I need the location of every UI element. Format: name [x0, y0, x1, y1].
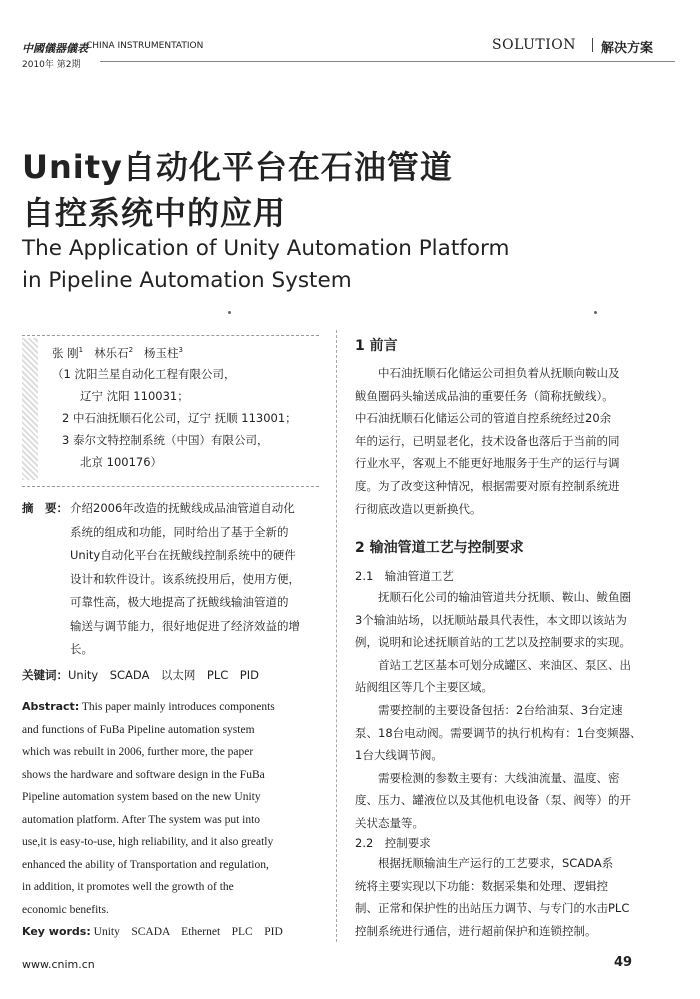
subsection-2-1-body — [355, 586, 675, 835]
abstract-en-line: which was rebuilt in 2006, further more, the paper — [22, 746, 254, 758]
keywords-cn-text: Unity SCADA 以太网 PLC PID — [68, 668, 259, 682]
abstract-cn-line: Unity自动化平台在抚鲅线控制系统中的硬件 — [70, 548, 296, 562]
body-line: 泵、18台电动阀。需要调节的执行机构有：1台变频器、 — [355, 725, 642, 740]
footer-url[interactable]: www.cnim.cn — [22, 958, 95, 971]
body-line: 1台大线调节阀。 — [355, 748, 443, 763]
body-line: 中石油抚顺石化储运公司担负着从抚顺向鞍山及 — [355, 366, 620, 380]
body-line: 制、正常和保护性的出站压力调节、与专门的水击PLC — [355, 901, 630, 916]
body-line: 3个输油站场，以抚顺站最具代表性，本文即以该站为 — [355, 612, 627, 627]
abstract-en — [22, 696, 316, 944]
keywords-en-text: Unity SCADA Ethernet PLC PID — [90, 926, 283, 938]
keywords-en-label: Key words: — [22, 925, 91, 938]
abstract-en-line: economic benefits. — [22, 903, 109, 916]
journal-logo: 中國儀器儀表 — [22, 42, 88, 55]
title-cn-line1: Unity自动化平台在石油管道 — [22, 148, 453, 186]
body-line: 站阀组区等几个主要区域。 — [355, 680, 493, 695]
abstract-en-line: enhanced the ability of Transportation and regulation, — [22, 858, 269, 871]
section-label-en: SOLUTION — [492, 37, 576, 53]
body-line: 中石油抚顺石化储运公司的管道自控系统经过20余 — [355, 411, 612, 426]
body-line: 控制系统进行通信，进行超前保护和连锁控制。 — [355, 923, 597, 938]
abstract-en-line: Pipeline automation system based on the new Unity — [22, 791, 261, 803]
body-line: 首站工艺区基本可划分成罐区、来油区、泵区、出 — [355, 657, 631, 672]
body-line: 关状态量等。 — [355, 815, 424, 830]
header-divider — [592, 38, 593, 52]
abstract-cn — [70, 497, 328, 662]
decor-dot — [594, 311, 597, 314]
subsection-2-2-body — [355, 852, 675, 942]
author-box-pattern — [22, 338, 38, 480]
author-3-sup: 3 — [178, 346, 183, 354]
author-box-bottom — [22, 486, 319, 487]
title-en-line1: The Application of Unity Automation Platform — [22, 236, 510, 261]
abstract-en-label: Abstract: — [22, 700, 80, 713]
column-divider — [336, 330, 337, 942]
keywords-cn-label: 关键词： — [22, 668, 68, 682]
decor-dot — [228, 311, 231, 314]
abstract-cn-line: 设计和软件设计。该系统投用后，使用方便， — [70, 571, 300, 586]
subsection-2-1-heading: 2.1 输油管道工艺 — [355, 569, 454, 583]
body-line: 度。为了改变这种情况，根据需要对原有控制系统进 — [355, 478, 620, 493]
author-names — [52, 340, 183, 364]
keywords-cn — [22, 664, 259, 688]
body-line: 例，说明和论述抚顺首站的工艺以及控制要求的实现。 — [355, 635, 631, 650]
body-line: 行彻底改造以更新换代。 — [355, 501, 482, 516]
section-label-cn: 解决方案 — [601, 41, 654, 56]
author-2-sup: 2 — [128, 346, 134, 354]
abstract-cn-line: 长。 — [70, 642, 93, 656]
body-line: 行业水平，客观上不能更好地服务于生产的运行与调 — [355, 456, 620, 471]
body-line: 度、压力、罐液位以及其他机电设备（泵、阀等）的开 — [355, 793, 631, 808]
author-1: 张 刚 — [52, 345, 79, 360]
title-en-line2: in Pipeline Automation System — [22, 268, 352, 293]
abstract-cn-line: 可靠性高，极大地提高了抚鲅线输油管道的 — [70, 595, 289, 609]
affiliation-line: 北京 100176） — [80, 455, 163, 469]
abstract-en-line: and functions of FuBa Pipeline automation system — [22, 723, 255, 736]
section-2-heading: 2 输油管道工艺与控制要求 — [355, 540, 524, 556]
issue-label: 2010年 第2期 — [22, 60, 81, 70]
body-line: 抚顺石化公司的输油管道共分抚顺、鞍山、鲅鱼圈 — [355, 590, 631, 604]
abstract-en-line: use,it is easy-to-use, high reliability, and it also greatly — [22, 836, 274, 848]
section-1-heading: 1 前言 — [355, 338, 398, 354]
affiliation-line: （1 沈阳兰星自动化工程有限公司， — [52, 367, 236, 381]
abstract-en-line: automation platform. After The system was put into — [22, 813, 261, 826]
abstract-en-line: shows the hardware and software design in the FuBa — [22, 768, 265, 781]
author-2: 林乐石 — [94, 345, 129, 360]
abstract-cn-line: 系统的组成和功能，同时给出了基于全新的 — [70, 524, 289, 539]
author-3: 杨玉柱 — [144, 345, 179, 360]
publication-name: CHINA INSTRUMENTATION — [86, 41, 204, 51]
abstract-cn-label: 摘 要： — [22, 501, 68, 515]
page-number: 49 — [614, 955, 633, 970]
author-box-border — [22, 335, 319, 336]
section-1-body — [355, 362, 675, 520]
affiliation-line: 辽宁 沈阳 110031； — [80, 389, 189, 403]
abstract-cn-line: 介绍2006年改造的抚鲅线成品油管道自动化 — [70, 501, 295, 515]
abstract-cn-line: 输送与调节能力，很好地促进了经济效益的增 — [70, 618, 300, 633]
header-rule — [100, 61, 675, 62]
body-line: 需要控制的主要设备包括：2台给油泵、3台定速 — [355, 702, 623, 717]
title-cn-line2: 自控系统中的应用 — [22, 194, 287, 232]
body-line: 统将主要实现以下功能：数据采集和处理、逻辑控 — [355, 878, 608, 893]
affiliation-line: 2 中石油抚顺石化公司，辽宁 抚顺 113001； — [62, 411, 297, 425]
body-line: 需要检测的参数主要有：大线油流量、温度、密 — [355, 770, 620, 785]
body-line: 年的运行，已明显老化，技术设备也落后于当前的同 — [355, 433, 620, 448]
abstract-en-line: in addition, it promotes well the growth of the — [22, 881, 234, 893]
author-1-sup: 1 — [78, 346, 84, 354]
body-line: 鲅鱼圈码头输送成品油的重要任务（简称抚鲅线）。 — [355, 388, 614, 403]
affiliation-line: 3 泰尔文特控制系统（中国）有限公司， — [62, 433, 269, 447]
abstract-en-line: This paper mainly introduces components — [79, 701, 275, 713]
body-line: 根据抚顺输油生产运行的工艺要求，SCADA系 — [355, 856, 614, 870]
subsection-2-2-heading: 2.2 控制要求 — [355, 836, 431, 850]
